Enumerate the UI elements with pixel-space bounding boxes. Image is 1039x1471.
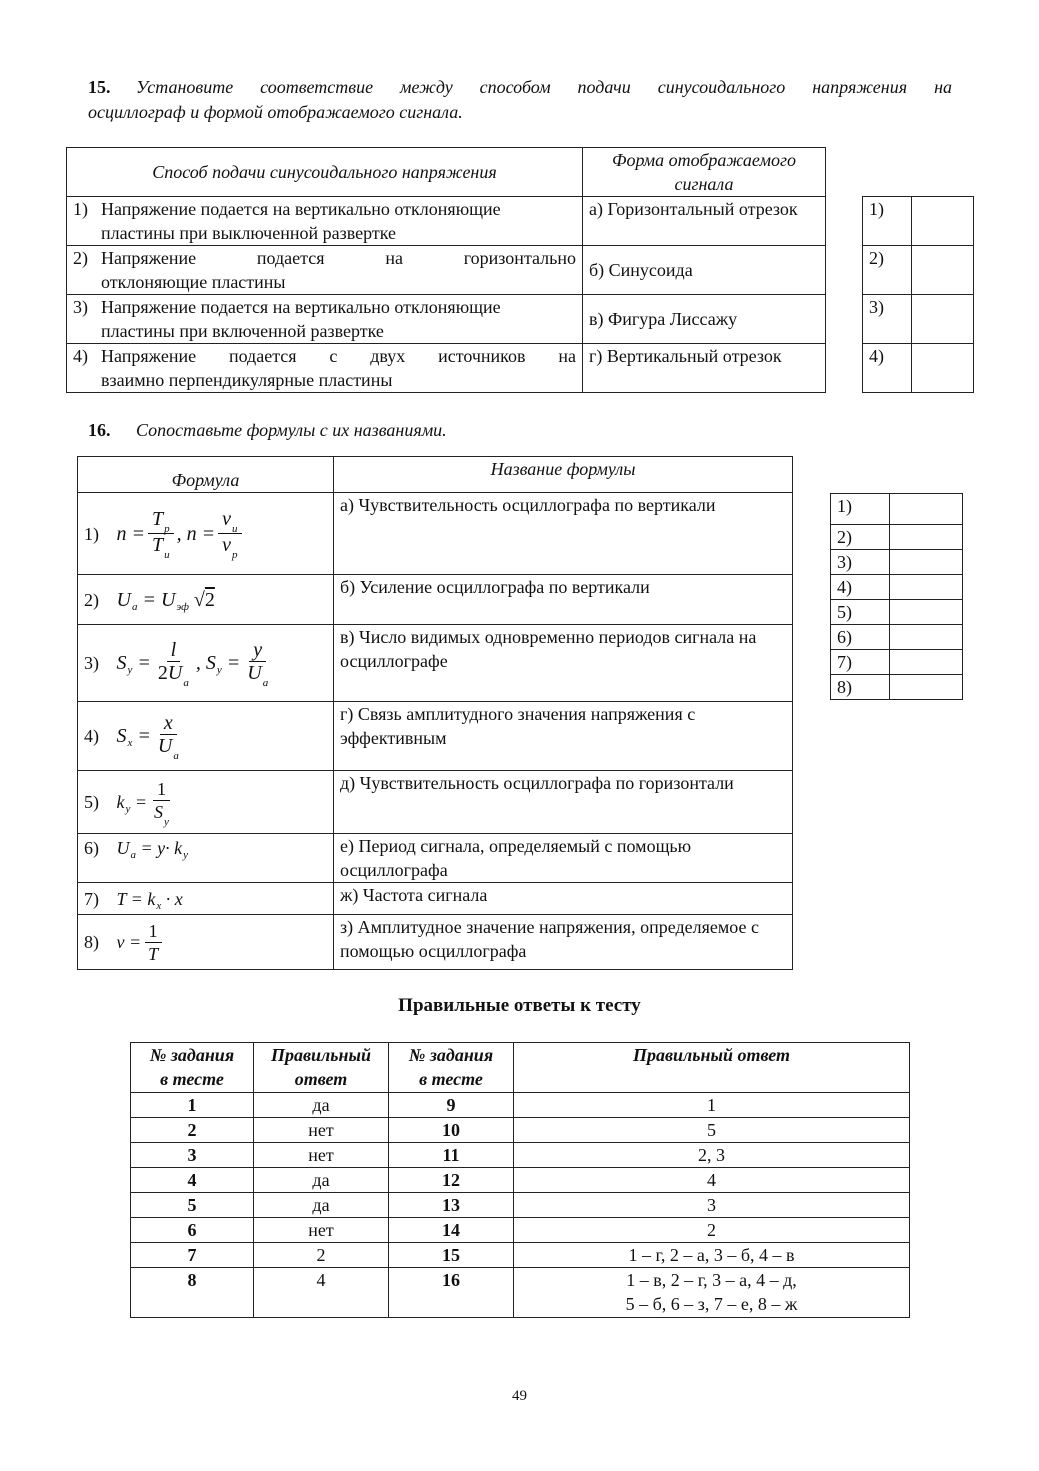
answer-cell[interactable] bbox=[890, 600, 963, 625]
task-15-text: Установите соответствие между способом подачи синусоидального напряжения на bbox=[136, 77, 952, 97]
answer-cell[interactable] bbox=[890, 625, 963, 650]
header-form: Форма отображаемого сигнала bbox=[583, 148, 826, 197]
answers-table bbox=[130, 1042, 910, 1318]
answer-cell[interactable] bbox=[890, 675, 963, 700]
task-16-question: 16. Сопоставьте формулы с их названиями. bbox=[88, 420, 447, 440]
table-row: 2) Напряжение подается на горизонтально отклоняющие пластины б) Синусоида bbox=[67, 246, 826, 295]
answer-cell[interactable] bbox=[890, 550, 963, 575]
answer-cell[interactable] bbox=[912, 246, 974, 295]
table-row: 1) Напряжение подается на вертикально отклоняющие пластины при выключенной развертке а) Горизонтальный отрезок bbox=[67, 197, 826, 246]
formula-3: 3) S y = $\frac{l}{2U_a}$ , S y = $\frac{y}{U_a}$ bbox=[78, 625, 334, 702]
answer-cell[interactable] bbox=[912, 344, 974, 393]
header-task-no-2: № задания в тесте bbox=[389, 1043, 514, 1093]
table-row: 4 да 12 4 bbox=[131, 1168, 910, 1193]
formula-4: 4) S x = $\frac{x}{U_a}$ bbox=[78, 702, 334, 771]
answer-cell[interactable] bbox=[890, 494, 963, 525]
answer-cell[interactable] bbox=[890, 575, 963, 600]
task-15-table bbox=[66, 147, 826, 393]
table-row: 6 нет 14 2 bbox=[131, 1218, 910, 1243]
answer-cell[interactable] bbox=[890, 525, 963, 550]
formula-5: 5) k y = $\frac{1}{S_y}$ bbox=[78, 771, 334, 834]
task-15-question: 15. Установите соответствие между способом подачи синусоидального напряжения на осциллограф и формой отображаемого сигнала. bbox=[88, 77, 952, 122]
table-row: 2) U a = U эф √2 б) Усиление осциллографа по вертикали bbox=[78, 575, 793, 625]
formula-7: 7) T = k x · x bbox=[78, 883, 334, 915]
answer-cell[interactable] bbox=[912, 295, 974, 344]
header-answer-2: Правильный ответ bbox=[514, 1043, 910, 1093]
header-answer-1: Правильный ответ bbox=[254, 1043, 389, 1093]
table-row: 3) Напряжение подается на вертикально отклоняющие пластины при включенной развертке в) Фигура Лиссажу bbox=[67, 295, 826, 344]
table-row: 4) S x = $\frac{x}{U_a}$ г) Связь амплитудного значения напряжения с эффективным bbox=[78, 702, 793, 771]
table-row: 7 2 15 1 – г, 2 – а, 3 – б, 4 – в bbox=[131, 1243, 910, 1268]
table-row: 6) U a = y· k y е) Период сигнала, определяемый с помощью осциллографа bbox=[78, 834, 793, 883]
table-row: 8 4 16 1 – в, 2 – г, 3 – а, 4 – д, 5 – б, 6 – з, 7 – е, 8 – ж bbox=[131, 1268, 910, 1318]
answer-cell[interactable] bbox=[890, 650, 963, 675]
table-row: 1 да 9 1 bbox=[131, 1093, 910, 1118]
answer-cell[interactable] bbox=[912, 197, 974, 246]
table-row: 3 нет 11 2, 3 bbox=[131, 1143, 910, 1168]
formula-2: 2) U a = U эф √2 bbox=[78, 575, 334, 625]
table-row: 1) n = $\frac{T_p}{T_и}$ , n = $\frac{\nu_и}{\nu_p}$ а) Чувствительность осциллографа по вертикали bbox=[78, 493, 793, 575]
table-row: 3) S y = $\frac{l}{2U_a}$ , S y = $\frac{y}{U_a}$ в) Число видимых одновременно периодов сигнала на осциллографе bbox=[78, 625, 793, 702]
header-method: Способ подачи синусоидального напряжения bbox=[67, 148, 583, 197]
table-row: 5 да 13 3 bbox=[131, 1193, 910, 1218]
task-16-table bbox=[77, 456, 793, 970]
table-row: 4) Напряжение подается с двух источников на взаимно перпендикулярные пластины г) Вертикальный отрезок bbox=[67, 344, 826, 393]
header-name: Название формулы bbox=[334, 457, 793, 493]
table-row: 8) ν = $\frac{1}{T}$ з) Амплитудное значение напряжения, определяемое с помощью осциллографа bbox=[78, 915, 793, 970]
header-task-no-1: № задания в тесте bbox=[131, 1043, 254, 1093]
page-number: 49 bbox=[512, 1388, 527, 1404]
task-15-answer-grid: 1) 2) 3) 4) bbox=[862, 196, 974, 393]
table-row: 2 нет 10 5 bbox=[131, 1118, 910, 1143]
table-row: 5) k y = $\frac{1}{S_y}$ д) Чувствительность осциллографа по горизонтали bbox=[78, 771, 793, 834]
answers-title: Правильные ответы к тесту bbox=[398, 995, 641, 1016]
formula-1: 1) n = $\frac{T_p}{T_и}$ , n = $\frac{\nu_и}{\nu_p}$ bbox=[78, 493, 334, 575]
formula-6: 6) U a = y· k y bbox=[78, 834, 334, 883]
formula-8: 8) ν = $\frac{1}{T}$ bbox=[78, 915, 334, 970]
header-formula: Формула bbox=[78, 457, 334, 493]
task-16-answer-grid: 1) 2) 3) 4) 5) 6) 7) 8) bbox=[830, 493, 963, 700]
table-row: 7) T = k x · x ж) Частота сигнала bbox=[78, 883, 793, 915]
